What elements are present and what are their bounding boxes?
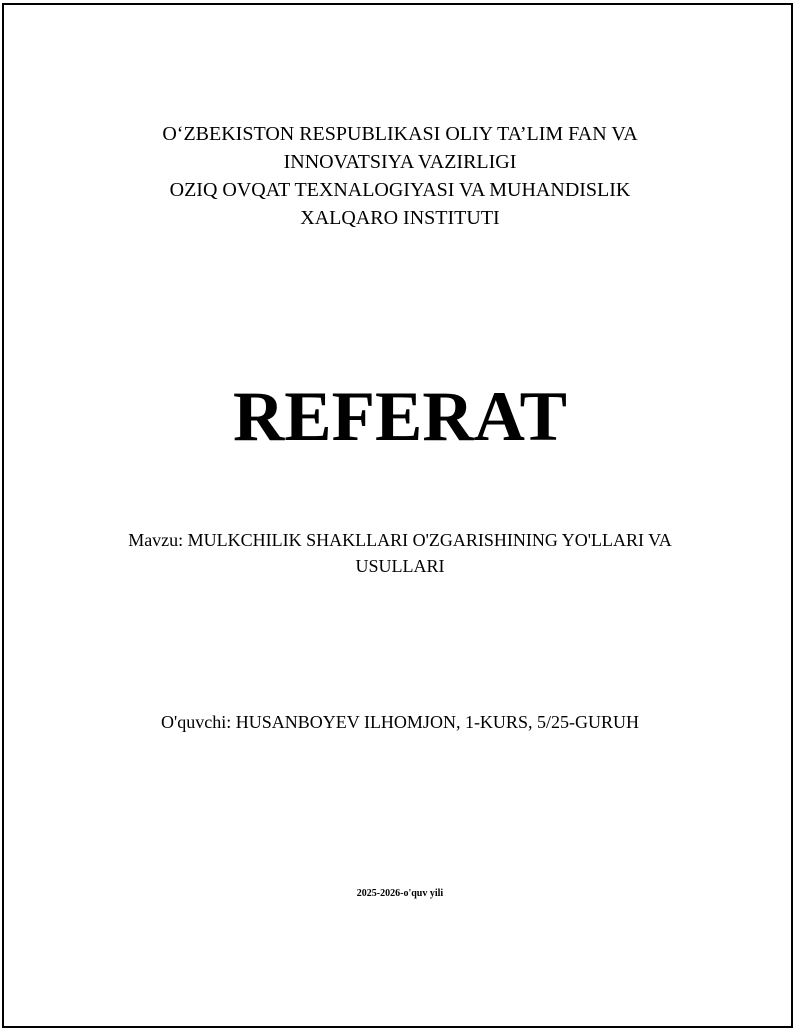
institution-header-line-3: OZIQ OVQAT TEXNALOGIYASI VA MUHANDISLIK — [169, 179, 631, 201]
student-info: O'quvchi: HUSANBOYEV ILHOMJON, 1-KURS, 5/25-GURUH — [161, 712, 639, 732]
institution-header-line-1: O‘ZBEKISTON RESPUBLIKASI OLIY TA’LIM FAN VA — [162, 123, 638, 145]
institution-header-line-2: INNOVATSIYA VAZIRLIGI — [283, 151, 517, 173]
academic-year: 2025-2026-o'quv yili — [356, 888, 444, 899]
institution-header-line-4: XALQARO INSTITUTI — [300, 207, 500, 229]
institution-header — [0, 120, 800, 232]
document-title: REFERAT — [233, 378, 567, 456]
topic-text: Mavzu: MULKCHILIK SHAKLLARI O'ZGARISHINING YO'LLARI VA USULLARI — [128, 530, 672, 576]
